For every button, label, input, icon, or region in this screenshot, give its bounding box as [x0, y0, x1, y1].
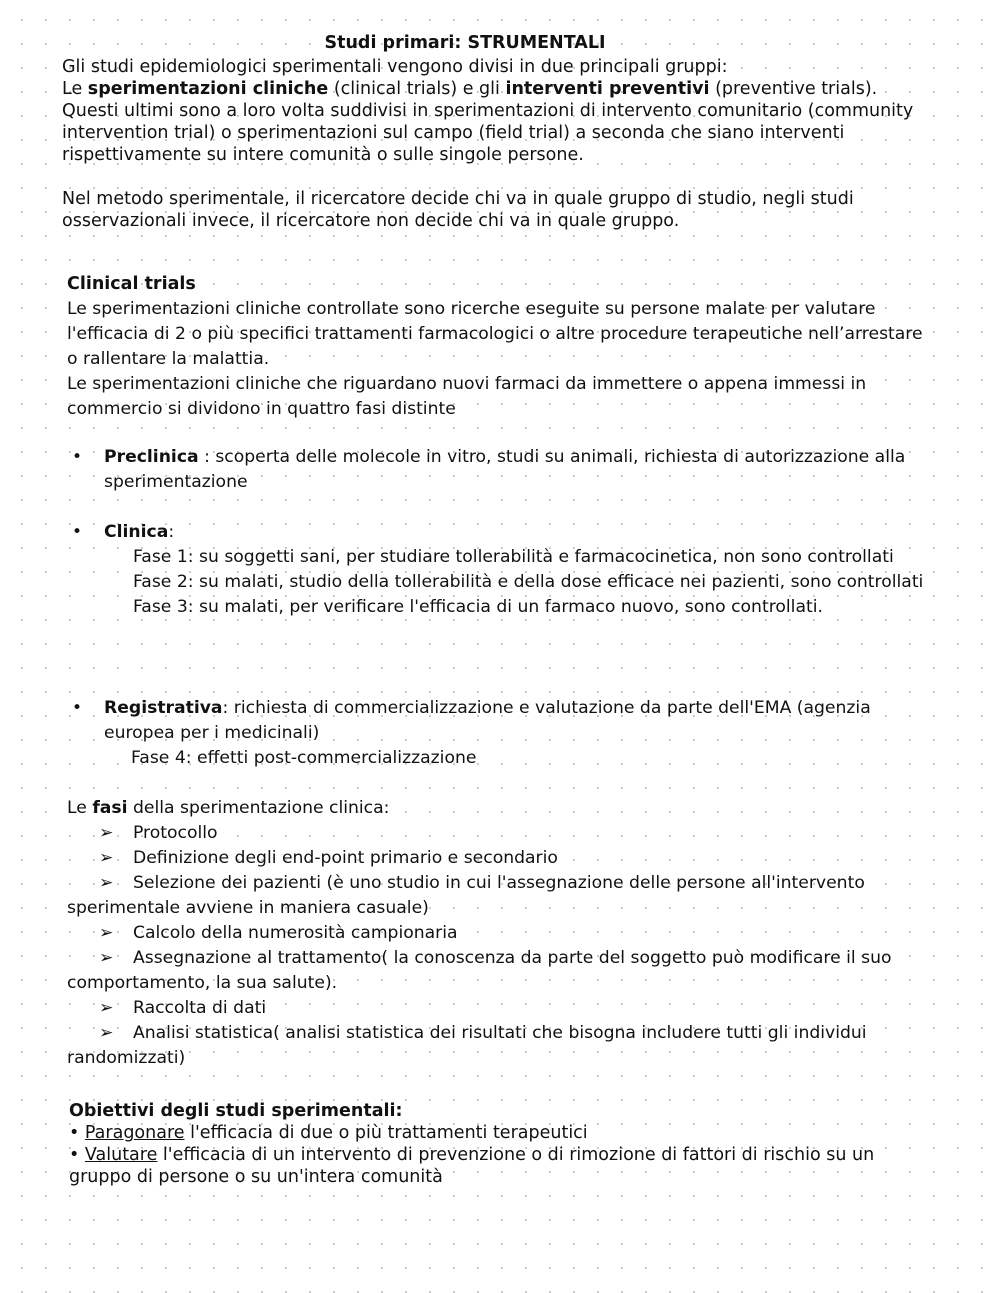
- page-title: Studi primari: STRUMENTALI: [324, 33, 606, 53]
- fase-1: Fase 1: su soggetti sani, per studiare tollerabilità e farmacocinetica, non sono controllati: [133, 547, 894, 567]
- objective-text: l'efficacia di due o più trattamenti terapeutici: [184, 1123, 588, 1143]
- bullet-icon: •: [71, 698, 83, 718]
- fasi-intro: [67, 796, 927, 821]
- list-item-text: Assegnazione al trattamento( la conoscenza da parte del soggetto può modificare il suo comportamento, la sua salute).: [67, 948, 892, 993]
- list-item: [67, 1021, 927, 1071]
- intro-line-2: [62, 78, 922, 100]
- text: della sperimentazione clinica:: [127, 798, 390, 818]
- text: Le: [62, 79, 88, 99]
- list-item-text: Analisi statistica( analisi statistica dei risultati che bisogna includere tutti gli individui randomizzati): [67, 1023, 867, 1068]
- phase-registrativa: [67, 696, 927, 771]
- underlined-term: Valutare: [84, 1145, 158, 1165]
- clinical-paragraph-1: Le sperimentazioni cliniche controllate sono ricerche eseguite su persone malate per valutare l'efficacia di 2 o più specifici trattamenti farmacologici o altre procedure terapeutiche nell’arrestare o rallentare la malattia.: [67, 299, 923, 369]
- objectives-heading: Obiettivi degli studi sperimentali:: [69, 1101, 403, 1121]
- list-item-text: Protocollo: [133, 823, 218, 843]
- underlined-term: Paragonare: [84, 1123, 185, 1143]
- text: Le: [67, 798, 93, 818]
- clinical-trials-section: [67, 272, 927, 422]
- list-item-text: Calcolo della numerosità campionaria: [133, 923, 458, 943]
- bold-term-clinical: sperimentazioni cliniche: [87, 79, 329, 99]
- text: (preventive trials).: [709, 79, 878, 99]
- arrow-bullet-icon: ➢: [99, 848, 114, 868]
- list-item-text: Selezione dei pazienti (è uno studio in cui l'assegnazione delle persone all'intervento sperimentale avviene in maniera casuale): [67, 873, 865, 918]
- section-heading: Clinical trials: [67, 274, 196, 294]
- phase-text: :: [168, 522, 175, 542]
- phase-label: Preclinica: [104, 447, 199, 467]
- phase-text: : scoperta delle molecole in vitro, studi su animali, richiesta di autorizzazione alla sperimentazione: [104, 447, 906, 492]
- list-item: [67, 996, 927, 1021]
- bold-term-preventive: interventi preventivi: [505, 79, 710, 99]
- intro-line-1: Gli studi epidemiologici sperimentali vengono divisi in due principali gruppi:: [62, 57, 728, 77]
- arrow-bullet-icon: ➢: [99, 948, 114, 968]
- objective-item: [69, 1122, 929, 1144]
- list-item: [67, 821, 927, 846]
- intro-section: [62, 56, 922, 232]
- phase-label: Clinica: [104, 522, 169, 542]
- bullet-icon: •: [69, 1145, 80, 1165]
- fase-3: Fase 3: su malati, per verificare l'efficacia di un farmaco nuovo, sono controllati.: [133, 597, 823, 617]
- fase-4: Fase 4: effetti post-commercializzazione: [131, 748, 477, 768]
- phase-text: : richiesta di commercializzazione e valutazione da parte dell'EMA (agenzia europea per i medicinali): [104, 698, 871, 743]
- list-item: [67, 921, 927, 946]
- fase-2: Fase 2: su malati, studio della tollerabilità e della dose efficace nei pazienti, sono controllati: [133, 572, 924, 592]
- objective-text: l'efficacia di un intervento di prevenzione o di rimozione di fattori di rischio su un gruppo di persone o su un'intera comunità: [69, 1145, 875, 1187]
- clinical-paragraph-2: Le sperimentazioni cliniche che riguardano nuovi farmaci da immettere o appena immessi in commercio si dividono in quattro fasi distinte: [67, 374, 867, 419]
- arrow-bullet-icon: ➢: [99, 923, 114, 943]
- intro-paragraph-2: Questi ultimi sono a loro volta suddivisi in sperimentazioni di intervento comunitario (community intervention trial) o sperimentazioni sul campo (field trial) a seconda che siano interventi rispettivamente su intere comunità o sulle singole persone.: [62, 101, 914, 165]
- text: (clinical trials) e gli: [328, 79, 506, 99]
- fasi-section: [67, 796, 927, 1071]
- arrow-bullet-icon: ➢: [99, 998, 114, 1018]
- bold-term-fasi: fasi: [92, 798, 128, 818]
- phase-label: Registrativa: [104, 698, 223, 718]
- list-item: [67, 846, 927, 871]
- intro-paragraph-3: Nel metodo sperimentale, il ricercatore decide chi va in quale gruppo di studio, negli studi osservazionali invece, il ricercatore non decide chi va in quale gruppo.: [62, 189, 854, 231]
- list-item: [67, 946, 927, 996]
- bullet-icon: •: [69, 1123, 80, 1143]
- list-item-text: Raccolta di dati: [133, 998, 267, 1018]
- phase-preclinica: [67, 445, 927, 495]
- bullet-icon: •: [71, 522, 83, 542]
- list-item: [67, 871, 927, 921]
- arrow-bullet-icon: ➢: [99, 823, 114, 843]
- arrow-bullet-icon: ➢: [99, 1023, 114, 1043]
- objective-item: [69, 1144, 929, 1188]
- arrow-bullet-icon: ➢: [99, 873, 114, 893]
- objectives-section: [69, 1100, 929, 1188]
- bullet-icon: •: [71, 447, 83, 467]
- phase-clinica: [67, 520, 927, 620]
- list-item-text: Definizione degli end-point primario e secondario: [133, 848, 558, 868]
